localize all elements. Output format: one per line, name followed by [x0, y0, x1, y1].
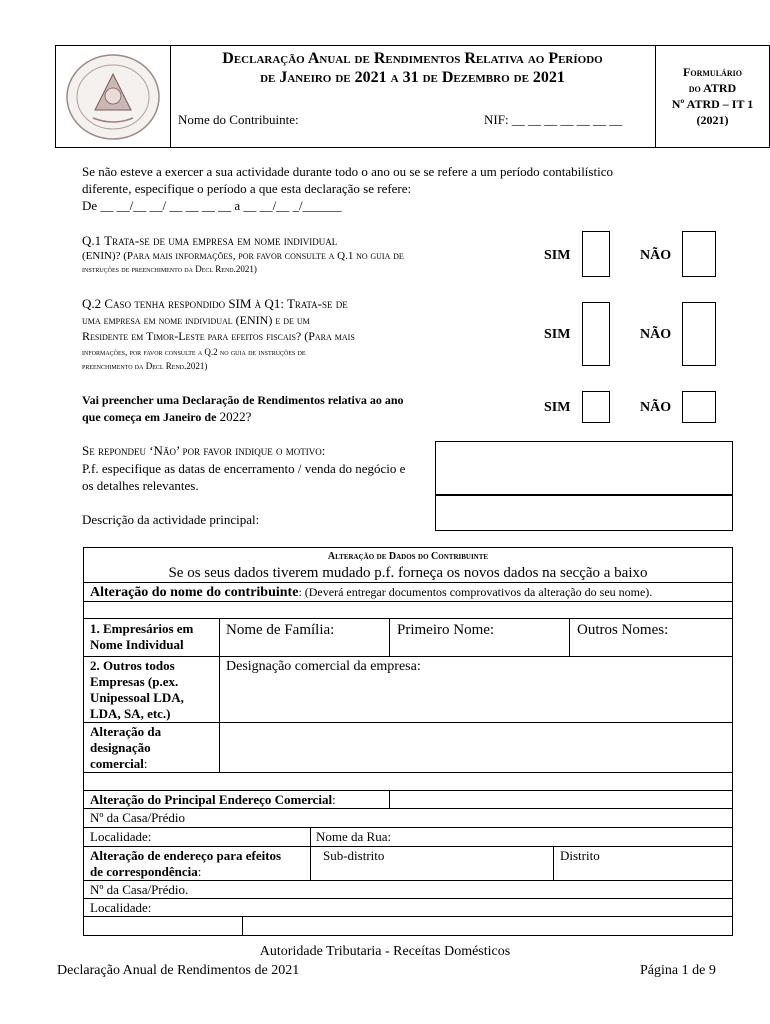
form-code-line2: do ATRD [688, 81, 737, 95]
form-title-line2: de Janeiro de 2021 a 31 de Dezembro de 2021 [260, 69, 565, 86]
correspondence-title-2 [90, 864, 201, 880]
q1-no-label: NÃO [640, 248, 672, 263]
footer-doc-name: Declaração Anual de Rendimentos de 2021 [57, 963, 300, 978]
activity-label: Descrição da actividade principal: [82, 512, 260, 527]
activity-input-box[interactable] [435, 495, 733, 531]
q1-text-3: instruções de preenchimento da Decl Rend.2021) [82, 264, 257, 274]
form-code-line3: Nº ATRD – IT 1 [671, 97, 754, 111]
q1-text-1: Q.1 Trata-se de uma empresa em nome individual [82, 233, 338, 248]
changes-section-title: Alteração de Dados do Contribuinte [327, 551, 489, 562]
nif-label: NIF: __ __ __ __ __ __ __ [484, 112, 623, 127]
row1-label: 1. Empresários em Nome Individual [90, 621, 194, 652]
q3-text-1: Vai preencher uma Declaração de Rendimentos relativa ao ano [82, 393, 404, 407]
q2-text-3: Residente em Timor-Leste para efeitos fiscais? (Para mais [82, 329, 355, 343]
correspondence-title-1: Alteração de endereço para efeitos [90, 848, 282, 863]
address-colon: : [332, 792, 336, 807]
house-number-field[interactable]: Nº da Casa/Prédio [90, 810, 186, 825]
q1-yes-checkbox[interactable] [582, 231, 610, 277]
q2-no-checkbox[interactable] [682, 302, 716, 366]
first-name-field[interactable]: Primeiro Nome: [397, 622, 495, 638]
q2-text-1: Q.2 Caso tenha respondido SIM à Q1: Trata-se de [82, 296, 348, 311]
footer-authority: Autoridade Tributaria - Receítas Domésticos [259, 944, 511, 959]
q1-text-2: (ENIN)? (Para mais informações, por favor consulte a Q.1 no guia de [82, 250, 404, 262]
q3-yes-label: SIM [544, 400, 571, 415]
row2-label-3: Unipessoal LDA, [90, 690, 184, 705]
q3-yes-checkbox[interactable] [582, 391, 610, 423]
locality-field-2[interactable]: Localidade: [90, 900, 152, 915]
q3-no-label: NÃO [640, 400, 672, 415]
q2-no-label: NÃO [640, 327, 672, 342]
q2-text-2: uma empresa em nome individual (ENIN) e de um [82, 313, 310, 327]
q3-text-2 [82, 409, 251, 425]
row3-label-3-text: comercial [90, 756, 144, 771]
form-title-line1: Declaração Anual de Rendimentos Relativa ao Período [222, 50, 603, 67]
name-change-title: Alteração do nome do contribuinte [90, 585, 299, 600]
subdistrict-field[interactable]: Sub-distrito [323, 848, 385, 863]
row2-label-1: 2. Outros todos [90, 658, 175, 673]
national-seal-icon [63, 52, 163, 142]
locality-field[interactable]: Localidade: [90, 829, 152, 844]
row3-label-1: Alteração da [90, 724, 162, 739]
changes-subtitle: Se os seus dados tiverem mudado p.f. forneça os novos dados na secção a baixo [168, 565, 648, 581]
row3-label-2: designação [90, 740, 151, 755]
form-code-line4: (2021) [696, 113, 729, 127]
q2-yes-label: SIM [544, 327, 571, 342]
q2-text-4: informações, por favor consulte a Q.2 no guia de instruções de [82, 347, 306, 357]
reason-text-1: Se repondeu ‘Não’ por favor indique o motivo: [82, 443, 326, 458]
name-change-row [90, 584, 652, 601]
period-text-1: Se não esteve a exercer a sua actividade durante todo o ano ou se se refere a um período contabilístico [82, 164, 613, 179]
address-title [90, 792, 336, 808]
row2-label-4: LDA, SA, etc.) [90, 706, 171, 721]
other-names-field[interactable]: Outros Nomes: [577, 622, 669, 638]
q1-no-checkbox[interactable] [682, 231, 716, 277]
period-date-field[interactable]: De __ __/__ __/ __ __ __ __ a __ __/__ _/______ [82, 198, 342, 213]
taxpayer-name-label: Nome do Contribuinte: [178, 112, 299, 127]
row3-label-3 [90, 756, 148, 772]
row2-label-2: Empresas (p.ex. [90, 674, 179, 689]
q3-no-checkbox[interactable] [682, 391, 716, 423]
q3-text-2a: que começa em Janeiro de [82, 410, 217, 424]
family-name-field[interactable]: Nome de Família: [226, 622, 335, 638]
district-field[interactable]: Distrito [560, 848, 600, 863]
correspondence-colon: : [197, 864, 202, 879]
period-text-2: diferente, especifique o período a que esta declaração se refere: [82, 181, 412, 196]
q2-text-5: preenchimento da Decl Rend.2021) [82, 361, 208, 371]
q2-yes-checkbox[interactable] [582, 302, 610, 366]
form-code-line1: Formulário [683, 65, 742, 79]
row3-colon: : [143, 756, 148, 771]
name-change-note: : (Deverá entregar documentos comprovativos da alteração do seu nome). [298, 585, 653, 599]
house-number-field-2[interactable]: Nº da Casa/Prédio. [90, 882, 189, 897]
street-name-field[interactable]: Nome da Rua: [316, 829, 392, 844]
trade-name-field[interactable]: Designação comercial da empresa: [226, 659, 421, 674]
reason-text-3: os detalhes relevantes. [82, 478, 199, 493]
reason-text-2: P.f. especifique as datas de encerramento / venda do negócio e [82, 461, 406, 476]
correspondence-title-2-text: de correspondência [90, 864, 198, 879]
q3-text-2b: 2022? [216, 409, 252, 424]
address-title-text: Alteração do Principal Endereço Comercial [90, 792, 333, 807]
reason-input-box[interactable] [435, 441, 733, 495]
footer-page-number: Página 1 de 9 [640, 963, 716, 978]
q1-yes-label: SIM [544, 248, 571, 263]
